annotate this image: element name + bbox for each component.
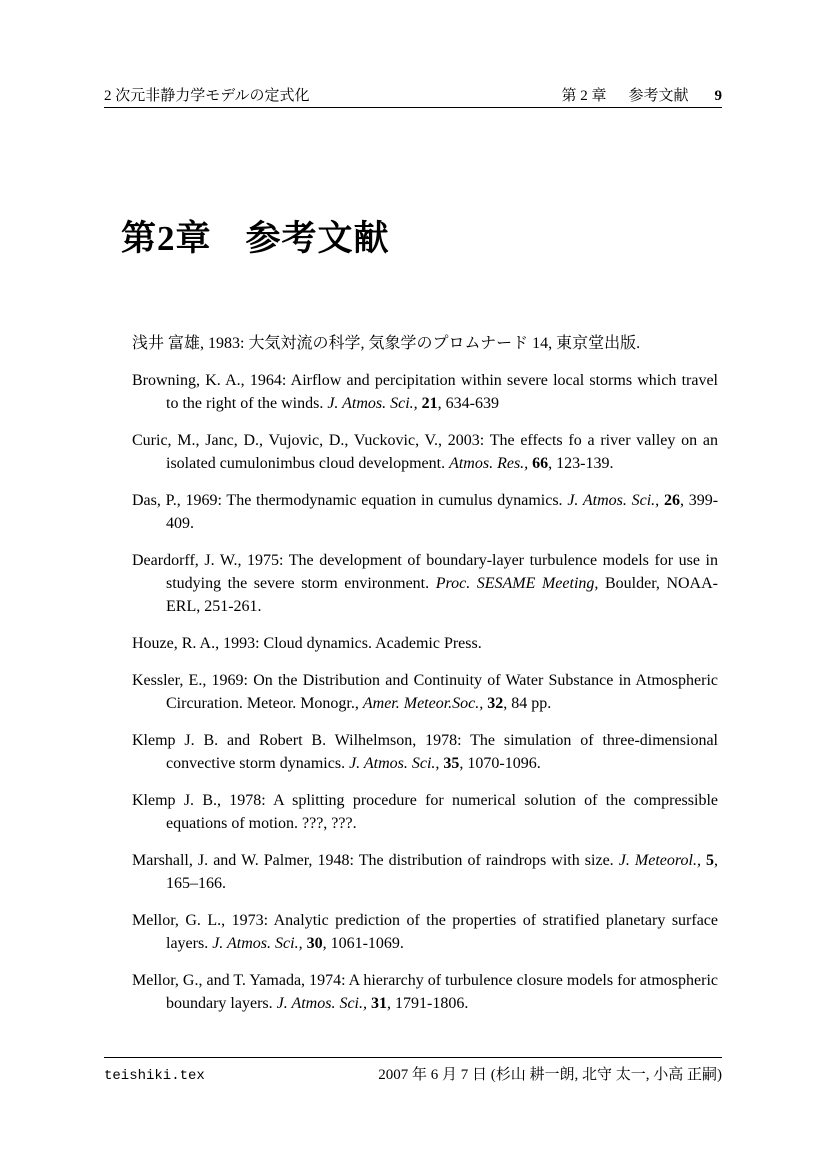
reference-entry bbox=[132, 549, 718, 618]
chapter-title-text: 参考文献 bbox=[245, 219, 390, 258]
reference-segment-bold: 66 bbox=[532, 455, 549, 472]
reference-entry bbox=[132, 632, 718, 655]
reference-segment-roman: , 1070-1096. bbox=[459, 755, 541, 772]
page-number: 9 bbox=[714, 88, 722, 104]
reference-segment-roman: Mellor, G. L., 1973: Analytic prediction of the properties of stratified planetary surface layers. bbox=[132, 912, 718, 952]
reference-entry bbox=[132, 729, 718, 775]
reference-segment-bold: 35 bbox=[443, 755, 460, 772]
reference-segment-italic: J. Atmos. Sci., bbox=[212, 935, 307, 952]
reference-segment-roman: , 1061-1069. bbox=[322, 935, 404, 952]
reference-entry bbox=[132, 969, 718, 1015]
reference-list bbox=[132, 332, 718, 1029]
footer-rule bbox=[104, 1057, 722, 1058]
reference-entry bbox=[132, 369, 718, 415]
footer-date-authors: 2007 年 6 月 7 日 (杉山 耕一朗, 北守 太一, 小高 正嗣) bbox=[378, 1067, 722, 1083]
header-section-label: 参考文献 bbox=[628, 88, 689, 104]
reference-segment-roman: Das, P., 1969: The thermodynamic equation in cumulus dynamics. bbox=[132, 492, 568, 509]
reference-segment-roman: Houze, R. A., 1993: Cloud dynamics. Academic Press. bbox=[132, 635, 482, 652]
reference-segment-italic: J. Atmos. Sci., bbox=[567, 492, 664, 509]
reference-segment-bold: 32 bbox=[487, 695, 504, 712]
reference-segment-italic: J. Atmos. Sci., bbox=[276, 995, 371, 1012]
chapter-number: 第2章 bbox=[121, 219, 212, 258]
page-header bbox=[104, 87, 722, 105]
reference-segment-bold: 30 bbox=[306, 935, 323, 952]
reference-segment-roman: , 634-639 bbox=[437, 395, 499, 412]
reference-segment-roman: , 84 pp. bbox=[503, 695, 552, 712]
reference-entry bbox=[132, 909, 718, 955]
page-footer bbox=[104, 1065, 722, 1086]
reference-segment-roman: Boulder, NOAA-ERL, 251-261. bbox=[166, 575, 718, 615]
reference-segment-italic: J. Atmos. Sci., bbox=[327, 395, 422, 412]
reference-segment-roman: Kessler, E., 1969: On the Distribution and Continuity of Water Substance in Atmospheric Circuration. Meteor. Monogr., bbox=[132, 672, 718, 712]
reference-segment-bold: 26 bbox=[663, 492, 680, 509]
reference-entry bbox=[132, 332, 718, 355]
reference-segment-italic: J. Meteorol., bbox=[618, 852, 706, 869]
reference-entry bbox=[132, 489, 718, 535]
reference-segment-roman: Curic, M., Janc, D., Vujovic, D., Vuckovic, V., 2003: The effects fo a river valley on an isolated cumulonimbus cloud development. bbox=[132, 432, 718, 472]
reference-segment-roman: Klemp J. B., 1978: A splitting procedure for numerical solution of the compressible equations of motion. ???, ???. bbox=[132, 792, 718, 832]
reference-segment-roman: Deardorff, J. W., 1975: The development of boundary-layer turbulence models for use in studying the severe storm environment. bbox=[132, 552, 718, 592]
reference-segment-roman: 浅井 富雄, 1983: 大気対流の科学, 気象学のプロムナード 14, 東京堂出版. bbox=[132, 335, 641, 352]
reference-segment-italic: Atmos. Res., bbox=[449, 455, 533, 472]
header-running-title: 2 次元非静力学モデルの定式化 bbox=[104, 88, 310, 104]
reference-segment-italic: Amer. Meteor.Soc., bbox=[362, 695, 488, 712]
reference-segment-italic: J. Atmos. Sci., bbox=[349, 755, 444, 772]
reference-entry bbox=[132, 429, 718, 475]
reference-segment-roman: , 1791-1806. bbox=[387, 995, 469, 1012]
footer-filename: teishiki.tex bbox=[104, 1068, 205, 1084]
reference-entry bbox=[132, 789, 718, 835]
reference-segment-roman: , 165–166. bbox=[166, 852, 718, 892]
reference-entry bbox=[132, 849, 718, 895]
reference-entry bbox=[132, 669, 718, 715]
reference-segment-roman: Marshall, J. and W. Palmer, 1948: The distribution of raindrops with size. bbox=[132, 852, 619, 869]
reference-segment-roman: Klemp J. B. and Robert B. Wilhelmson, 1978: The simulation of three-dimensional convective storm dynamics. bbox=[132, 732, 718, 772]
reference-segment-bold: 21 bbox=[421, 395, 438, 412]
reference-segment-roman: Browning, K. A., 1964: Airflow and percipitation within severe local storms which travel to the right of the winds. bbox=[132, 372, 718, 412]
reference-segment-roman: Mellor, G., and T. Yamada, 1974: A hierarchy of turbulence closure models for atmospheric boundary layers. bbox=[132, 972, 718, 1012]
reference-segment-bold: 5 bbox=[706, 852, 714, 869]
reference-segment-roman: , 399-409. bbox=[166, 492, 719, 532]
reference-segment-bold: 31 bbox=[371, 995, 387, 1012]
header-chapter-label: 第 2 章 bbox=[561, 88, 607, 104]
chapter-title bbox=[121, 218, 390, 260]
reference-segment-italic: Proc. SESAME Meeting, bbox=[435, 575, 599, 592]
reference-segment-roman: , 123-139. bbox=[548, 455, 614, 472]
header-right bbox=[561, 87, 722, 105]
header-rule bbox=[104, 107, 722, 108]
